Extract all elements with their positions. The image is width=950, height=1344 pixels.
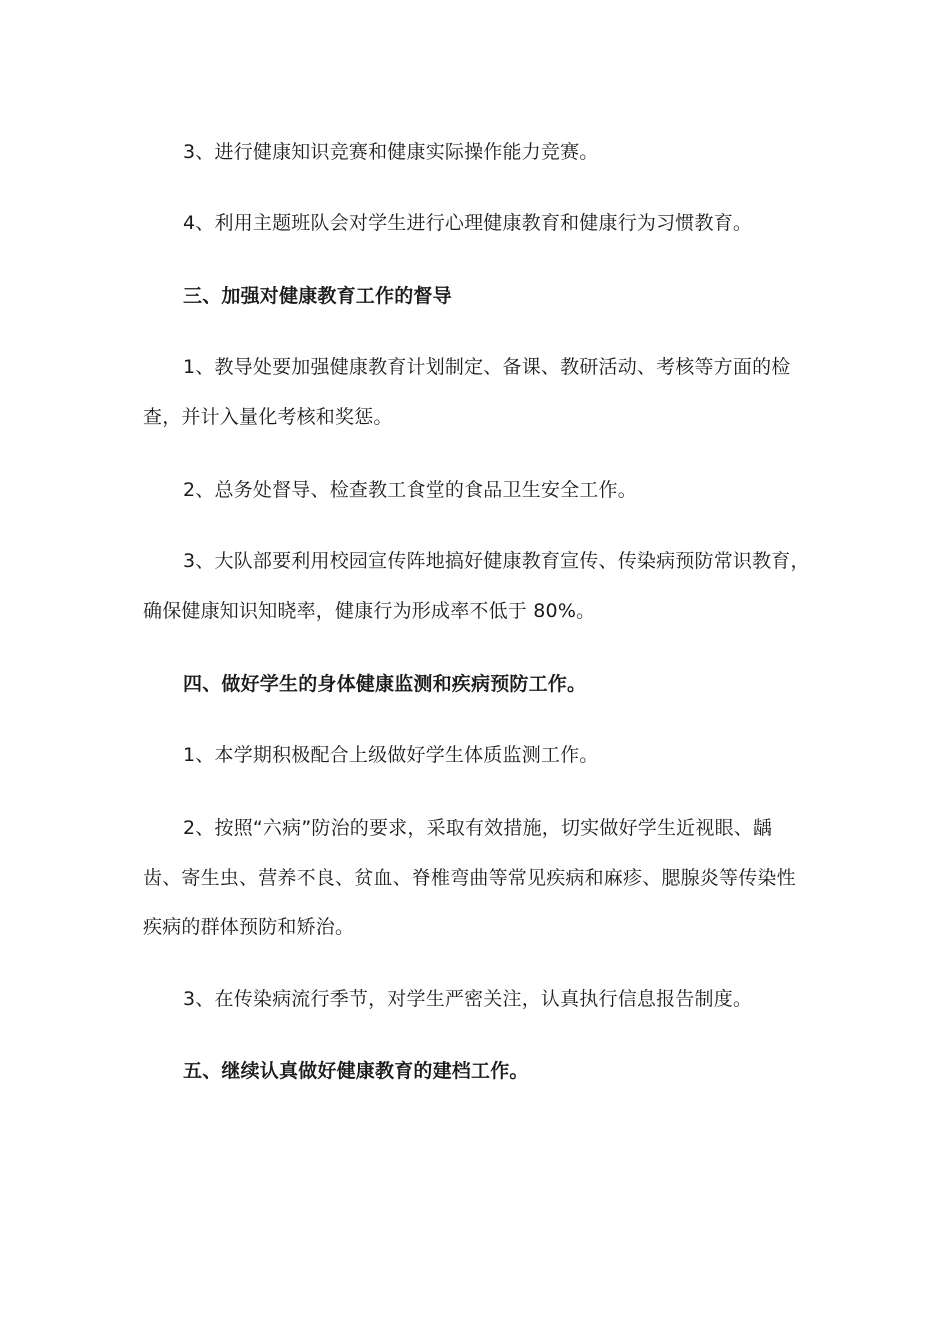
paragraph-item-2-six-diseases-line2: 齿、寄生虫、营养不良、贫血、脊椎弯曲等常见疾病和麻疹、腮腺炎等传染性 xyxy=(143,867,796,889)
paragraph-item-1-teaching-office-line2: 查，并计入量化考核和奖惩。 xyxy=(143,406,393,428)
paragraph-item-1-fitness-monitoring: 1、本学期积极配合上级做好学生体质监测工作。 xyxy=(183,744,599,766)
paragraph-item-3-brigade-line2: 确保健康知识知晓率，健康行为形成率不低于 80%。 xyxy=(143,600,596,622)
paragraph-item-2-six-diseases-line3: 疾病的群体预防和矫治。 xyxy=(143,916,355,938)
paragraph-item-3-epidemic-season: 3、在传染病流行季节，对学生严密关注，认真执行信息报告制度。 xyxy=(183,988,753,1010)
paragraph-item-2-six-diseases-line1: 2、按照“六病”防治的要求，采取有效措施，切实做好学生近视眼、龋 xyxy=(183,817,773,839)
paragraph-item-3-brigade-line1: 3、大队部要利用校园宣传阵地搞好健康教育宣传、传染病预防常识教育， xyxy=(183,550,810,572)
section-heading-4: 四、做好学生的身体健康监测和疾病预防工作。 xyxy=(183,673,587,695)
paragraph-item-2-general-affairs: 2、总务处督导、检查教工食堂的食品卫生安全工作。 xyxy=(183,479,637,501)
section-heading-3: 三、加强对健康教育工作的督导 xyxy=(183,285,452,307)
paragraph-item-3-knowledge-competition: 3、进行健康知识竞赛和健康实际操作能力竞赛。 xyxy=(183,141,599,163)
paragraph-item-4-class-meeting: 4、利用主题班队会对学生进行心理健康教育和健康行为习惯教育。 xyxy=(183,212,753,234)
section-heading-5: 五、继续认真做好健康教育的建档工作。 xyxy=(183,1060,529,1082)
paragraph-item-1-teaching-office-line1: 1、教导处要加强健康教育计划制定、备课、教研活动、考核等方面的检 xyxy=(183,356,791,378)
